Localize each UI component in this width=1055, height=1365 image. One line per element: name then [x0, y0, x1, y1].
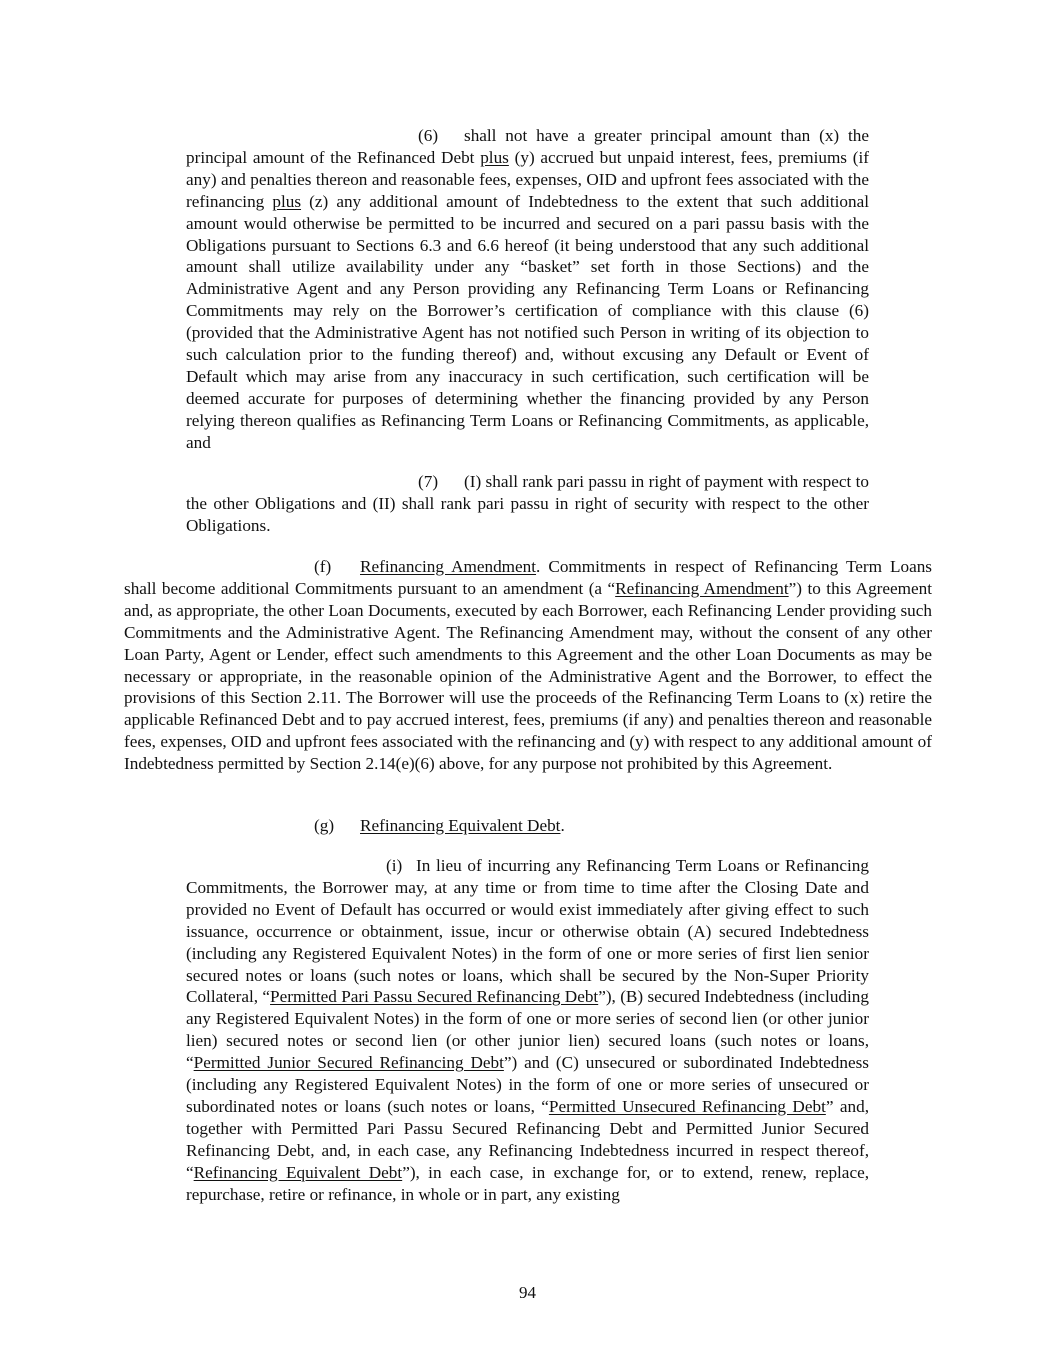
section-g-label: (g) — [314, 816, 335, 835]
defined-term: Permitted Unsecured Refinancing Debt — [548, 1096, 826, 1116]
section-f-heading: Refinancing Amendment — [360, 557, 537, 576]
section-f-label: (f) — [314, 557, 332, 576]
plus-term: plus — [480, 147, 509, 167]
section-g-heading: Refinancing Equivalent Debt — [360, 816, 561, 835]
defined-term: Permitted Junior Secured Refinancing Debt — [193, 1053, 504, 1073]
clause-g-i-label: (i) — [386, 856, 403, 875]
defined-term: Refinancing Amendment — [615, 578, 789, 598]
clause-7: (7) (I) shall rank pari passu in right of payment with respect to the other Obligations and (II) shall rank pari passu in right of security with respect to the other Obligations. — [186, 472, 869, 535]
clause-6-label: (6) — [418, 126, 439, 145]
section-g: (g) Refinancing Equivalent Debt. — [314, 816, 565, 835]
page-number: 94 — [519, 1283, 536, 1302]
defined-term: Refinancing Equivalent Debt — [193, 1162, 403, 1182]
clause-7-label: (7) — [418, 472, 439, 491]
defined-term: Permitted Pari Passu Secured Refinancing Debt — [270, 987, 599, 1007]
plus-term: plus — [272, 191, 302, 211]
clause-g-i: (i) In lieu of incurring any Refinancing Term Loans or Refinancing Commitments, the Borrower may, at any time or from time to time after the Closing Date and provided no Event of Default has occurred or would exist immediately after giving effect to such issuance, occurrence or obtainment, issue, incur or otherwise obtain (A) secured Indebtedness (including any Registered Equivalent Notes) in the form of one or more series of first lien senior secured notes or loans (such notes or loans, which shall be secured by the Non-Super Priority Collateral, “Permitted Pari Passu Secured Refinancing Debt”), (B) secured Indebtedness (including any Registered Equivalent Notes) in the form of one or more series of second lien (or other junior lien) secured notes or second lien (or other junior lien) secured loans (such notes or loans, “Permitted Junior Secured Refinancing Debt”) and (C) unsecured or subordinated Indebtedness (including any Registered Equivalent Notes) in the form of one or more series of unsecured or subordinated notes or loans (such notes or loans, “Permitted Unsecured Refinancing Debt” and, together with Permitted Pari Passu Secured Refinancing Debt and Permitted Junior Secured Refinancing Debt, and, in each case, any Refinancing Indebtedness incurred in respect thereof, “Refinancing Equivalent Debt”), in each case, in exchange for, or to extend, renew, replace, repurchase, retire or refinance, in whole or in part, any existing — [186, 856, 869, 1204]
section-f: (f) Refinancing Amendment. Commitments in respect of Refinancing Term Loans shall become additional Commitments pursuant to an amendment (a “Refinancing Amendment”) to this Agreement and, as appropriate, the other Loan Documents, executed by each Borrower, each Refinancing Lender providing such Commitments and the Administrative Agent. The Refinancing Amendment may, without the consent of any other Loan Party, Agent or Lender, effect such amendments to this Agreement and the other Loan Documents as may be necessary or appropriate, in the reasonable opinion of the Administrative Agent and the Borrower, to effect the provisions of this Section 2.11. The Borrower will use the proceeds of the Refinancing Term Loans to (x) retire the applicable Refinanced Debt and to pay accrued interest, fees, premiums (if any) and penalties thereon and reasonable fees, expenses, OID and upfront fees associated with the refinancing and (y) with respect to any additional amount of Indebtedness permitted by Section 2.14(e)(6) above, for any purpose not prohibited by this Agreement. — [124, 557, 933, 774]
clause-6: (6) shall not have a greater principal amount than (x) the principal amount of the Refinanced Debt plus (y) accrued but unpaid interest, fees, premiums (if any) and penalties thereon and reasonable fees, expenses, OID and upfront fees associated with the refinancing plus (z) any additional amount of Indebtedness to the extent that such additional amount would otherwise be permitted to be incurred and secured on a pari passu basis with the Obligations pursuant to Sections 6.3 and 6.6 hereof (it being understood that any such additional amount shall utilize availability under any “basket” set forth in those Sections) and the Administrative Agent and any Person providing any Refinancing Term Loans or Refinancing Commitments may rely on the Borrower’s certification of compliance with this clause (6) (provided that the Administrative Agent has not notified such Person in writing of its objection to such calculation prior to the funding thereof) and, without excusing any Default or Event of Default which may arise from any inaccuracy in such certification, such certification will be deemed accurate for purposes of determining whether the financing provided by any Person relying thereon qualifies as Refinancing Term Loans or Refinancing Commitments, as applicable, and — [186, 126, 869, 452]
